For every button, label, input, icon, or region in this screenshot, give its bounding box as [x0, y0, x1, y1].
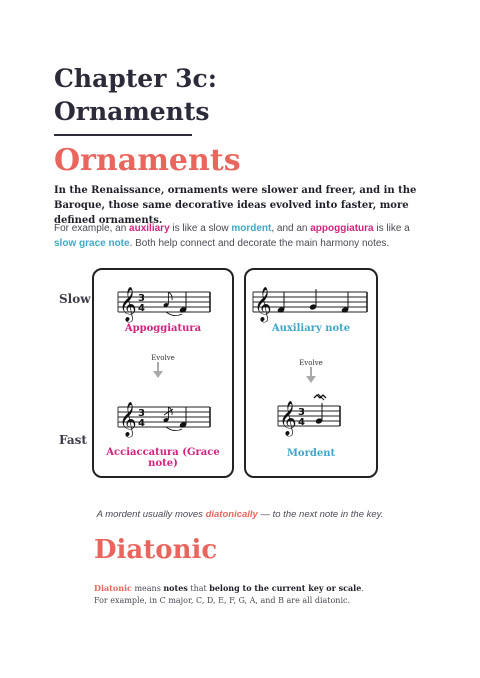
time-sig-bottom: 4 [298, 417, 305, 428]
caption-text-1: A mordent usually moves [96, 509, 206, 520]
appoggiatura-staff [116, 278, 212, 326]
diatonic-text-1: means [131, 584, 164, 593]
example-text-4: is like a [373, 223, 410, 234]
evolve-label: Evolve [299, 359, 323, 367]
chapter-title-line2: Ornaments [54, 97, 210, 126]
mordent-panel [244, 268, 378, 478]
example-text-1: For example, an [54, 223, 130, 234]
appoggiatura-panel [92, 268, 234, 478]
diatonic-text-3: . [361, 584, 364, 593]
mordent-caption [0, 509, 480, 520]
term-diatonic: Diatonic [94, 583, 132, 593]
example-text-5: . Both help connect and decorate the main harmony notes. [129, 238, 390, 249]
time-sig-top: 3 [138, 408, 145, 419]
time-sig-bottom: 4 [138, 418, 145, 429]
section-heading-ornaments: Ornaments [54, 143, 241, 178]
acciaccatura-label: Acciaccatura (Grace note) [106, 447, 220, 469]
diatonic-text-2: that [187, 584, 210, 593]
section-heading-diatonic: Diatonic [94, 535, 218, 565]
term-notes: notes [163, 583, 188, 593]
caption-text-2: — to the next note in the key. [257, 509, 384, 520]
row-label-slow: Slow [59, 292, 91, 306]
diatonic-example: For example, in C major, C, D, E, F, G, A, and B are all diatonic. [94, 596, 351, 605]
row-label-fast: Fast [59, 433, 87, 447]
arrow-down-icon [152, 362, 164, 378]
acciaccatura-staff [116, 393, 212, 441]
example-text-3: , and an [271, 223, 311, 234]
term-auxiliary: auxiliary [129, 223, 170, 234]
arrow-down-icon [305, 367, 317, 383]
appoggiatura-label: Appoggiatura [124, 323, 202, 334]
example-text-2: is like a slow [169, 223, 232, 234]
time-sig-bottom: 4 [138, 303, 145, 314]
example-paragraph [54, 221, 434, 251]
slur [166, 427, 182, 431]
evolve-label: Evolve [151, 354, 175, 362]
intro-paragraph: In the Renaissance, ornaments were slower and freer, and in the Baroque, those same decorative ideas evolved into faster, more defined ornaments. [54, 185, 417, 226]
time-sig-top: 3 [298, 407, 305, 418]
title-divider [54, 134, 192, 136]
treble-clef-icon: 𝄞 [119, 402, 137, 437]
auxiliary-label: Auxiliary note [271, 323, 351, 334]
chapter-title-line1: Chapter 3c: [54, 64, 217, 93]
diatonic-definition [94, 582, 414, 607]
term-grace-note: slow grace note [54, 238, 130, 249]
treble-clef-icon: 𝄞 [254, 287, 272, 322]
treble-clef-icon: 𝄞 [279, 401, 297, 436]
term-mordent: mordent [231, 223, 272, 234]
time-sig-top: 3 [138, 293, 145, 304]
chapter-title [54, 62, 217, 128]
auxiliary-staff [251, 278, 369, 326]
caption-emphasis: diatonically [205, 509, 258, 520]
term-belong: belong to the current key or scale [209, 583, 362, 593]
mordent-label: Mordent [286, 448, 336, 459]
treble-clef-icon: 𝄞 [119, 287, 137, 322]
slur [166, 312, 182, 316]
mordent-staff [276, 392, 342, 440]
term-appoggiatura: appoggiatura [310, 223, 374, 234]
